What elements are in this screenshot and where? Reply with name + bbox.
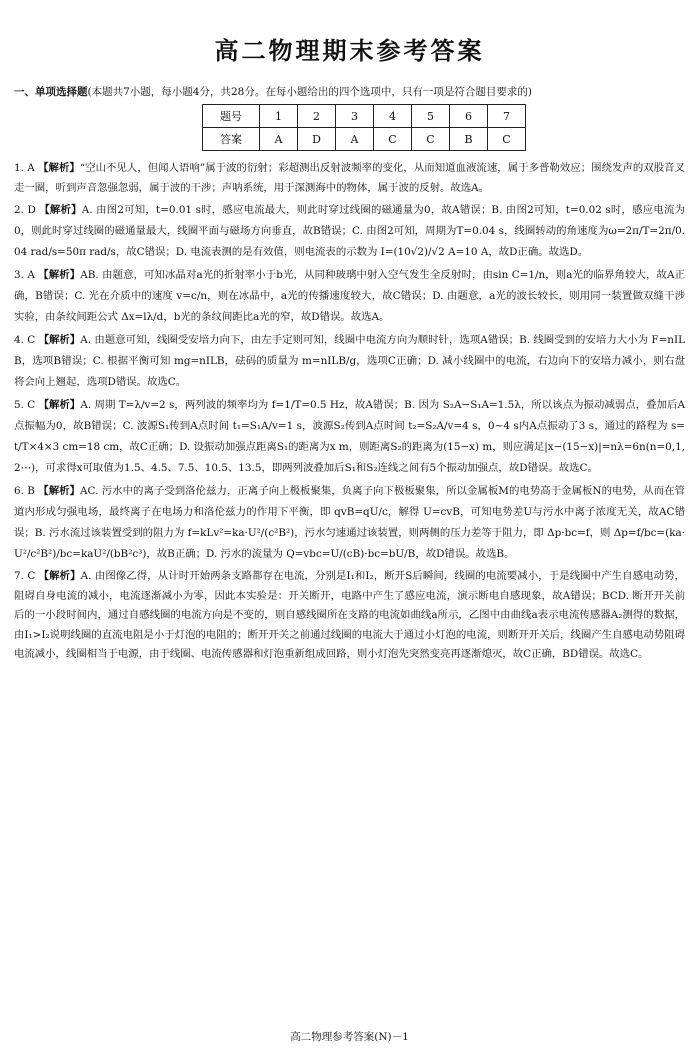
table-cell-answer: D — [298, 128, 336, 151]
question-number: 4. C — [14, 334, 36, 346]
section-heading — [14, 84, 685, 100]
table-cell-number: 7 — [488, 105, 526, 128]
solution-item-7 — [14, 567, 685, 665]
analysis-tag: 【解析】 — [39, 204, 82, 216]
section-title: 一、单项选择题 — [14, 86, 88, 98]
analysis-tag: 【解析】 — [38, 162, 80, 174]
table-cell-number: 2 — [298, 105, 336, 128]
table-header-answer: 答案 — [203, 128, 260, 151]
analysis-tag: 【解析】 — [38, 334, 81, 346]
question-number: 2. D — [14, 204, 36, 216]
question-number: 7. C — [14, 570, 36, 582]
question-number: 6. B — [14, 485, 35, 497]
solution-text: A. 由图像乙得，从计时开始两条支路都存在电流，分别是I₁和I₂，断开S后瞬间，线圈的电流要减小，于是线圈中产生自感电动势，阻碍自身电流的减小，电流逐渐减小为零，因此本实验是：开关断开，电路中产生了感应电流，演示断电自感现象，故A错误；BCD. 断开开关前后的一小段时间内，通过自感线圈的电流方向是不变的，则自感线圈所在支路的电流如曲线a所示，乙图中由曲线a表示电流传感器A₂测得的数据，由I₁>I₂说明线圈的直流电阻是小于灯泡的电阻的；断开开关之前通过线圈的电流大于通过小灯泡的电流，则断开开关后，线圈产生自感电动势阻碍电流减小，线圈相当于电源，由于线圈、电流传感器和灯泡重新组成回路，则小灯泡先突然变亮再逐渐熄灭，故C正确，BD错误。故选C。 — [14, 570, 685, 660]
question-number: 1. A — [14, 162, 35, 174]
analysis-tag: 【解析】 — [38, 485, 81, 497]
section-description: (本题共7小题，每小题4分，共28分。在每小题给出的四个选项中，只有一项是符合题目要求的) — [87, 86, 532, 98]
analysis-tag: 【解析】 — [38, 399, 81, 411]
table-cell-answer: A — [336, 128, 374, 151]
solution-text: A. 由题意可知，线圈受安培力向下，由左手定则可知，线圈中电流方向为顺时针，选项A错误；B. 线圈受到的安培力大小为 F=nILB，选项B错误；C. 根据平衡可知 mg=nILB，砝码的质量为 m=nILB/g，选项C正确；D. 减小线圈中的电流，右边向下的安培力减小，则右盘将会向上翘起，选项D错误。故选C。 — [14, 334, 686, 388]
page-title: 高二物理期末参考答案 — [214, 37, 485, 65]
solution-text: A. 由图2可知，t=0.01 s时，感应电流最大，则此时穿过线圈的磁通量为0，故A错误；B. 由图2可知，t=0.02 s时，感应电流为0，则此时穿过线圈的磁通量最大，线圈平面与磁场方向垂直，故B错误；C. 由图2可知，周期为T=0.04 s，线圈转动的角速度为ω=2π/T=2π/0.04 rad/s=50π rad/s，故C错误；D. 电流表测的是有效值，则电流表的示数为 I=(10√2)/√2 A=10 A，故D正确。故选D。 — [14, 204, 685, 258]
solution-item-3 — [14, 265, 685, 328]
answer-table-number-row — [203, 105, 526, 128]
table-cell-answer: B — [450, 128, 488, 151]
table-cell-number: 5 — [412, 105, 450, 128]
table-cell-answer: A — [260, 128, 298, 151]
answer-table — [202, 104, 526, 151]
question-number: 5. C — [14, 399, 36, 411]
solution-item-6 — [14, 481, 685, 565]
solution-text: AC. 污水中的离子受到洛伦兹力，正离子向上极板聚集，负离子向下极板聚集，所以金属板M的电势高于金属板N的电势，从而在管道内形成匀强电场，最终离子在电场力和洛伦兹力的作用下平衡，即 qvB=qU/c，解得 U=cvB，可知电势差U与污水中离子浓度无关，故AC错误；B. 污水流过该装置受到的阻力为 f=kLv²=ka·U²/(c²B²)，污水匀速通过该装置，则两侧的压力差等于阻力，即 Δp·bc=f，则 Δp=f/bc=(ka·U²/c²B²)/bc=kaU²/(bB²c³)，故B正确；D. 污水的流量为 Q=vbc=U/(cB)·bc=bU/B，故D错误。故选B。 — [14, 485, 686, 560]
solution-item-1 — [14, 159, 685, 198]
table-cell-answer: C — [488, 128, 526, 151]
table-cell-number: 6 — [450, 105, 488, 128]
solution-item-2 — [14, 200, 685, 263]
table-cell-number: 3 — [336, 105, 374, 128]
solution-text: “空山不见人，但闻人语响”属于波的衍射；彩超测出反射波频率的变化，从而知道血液流速，属于多普勒效应；围绕发声的双股音叉走一圈，听到声音忽强忽弱，属于波的干涉；声呐系统，用于深测海中的物体，属于波的反射。故选A。 — [14, 162, 685, 194]
table-cell-answer: C — [374, 128, 412, 151]
solution-text: A. 周期 T=λ/v=2 s，两列波的频率均为 f=1/T=0.5 Hz，故A错误；B. 因为 S₂A−S₁A=1.5λ，所以该点为振动减弱点，叠加后A点振幅为0，故B错误；C. 波源S₁传到A点时间 t₁=S₁A/v=1 s，波源S₂传到A点时间 t₂=S₂A/v=4 s，0~4 s内A点振动了3 s，通过的路程为 s=t/T×4×3 cm=18 cm，故C正确；D. 设振动加强点距离S₁的距离为x m，则距离S₂的距离为(15−x) m，则应满足|x−(15−x)|=nλ=6n(n=0,1,2⋯)，可求得x可取值为1.5、4.5、7.5、10.5、13.5，即两列波叠加后S₁和S₂连线之间有5个振动加强点，故D错误。故选C。 — [14, 399, 685, 474]
solution-item-4 — [14, 330, 685, 393]
solution-item-5 — [14, 395, 685, 479]
question-number: 3. A — [14, 269, 35, 281]
analysis-tag: 【解析】 — [38, 269, 81, 281]
table-header-number: 题号 — [203, 105, 260, 128]
analysis-tag: 【解析】 — [38, 570, 81, 582]
table-cell-number: 4 — [374, 105, 412, 128]
table-cell-answer: C — [412, 128, 450, 151]
solution-text: AB. 由题意，可知冰晶对a光的折射率小于b光，从同种玻璃中射入空气发生全反射时，由sin C=1/n，则a光的临界角较大，故A正确，B错误；C. 光在介质中的速度 v=c/n，则在冰晶中，a光的传播速度较大，故C错误；D. 由题意，a光的波长较长，则用同一装置做双缝干涉实验，由条纹间距公式 Δx=lλ/d，b光的条纹间距比a光的窄，故D错误。故选A。 — [14, 269, 685, 323]
table-cell-number: 1 — [260, 105, 298, 128]
answer-table-answer-row — [203, 128, 526, 151]
page-footer: 高二物理参考答案(N)－1 — [290, 1031, 409, 1043]
